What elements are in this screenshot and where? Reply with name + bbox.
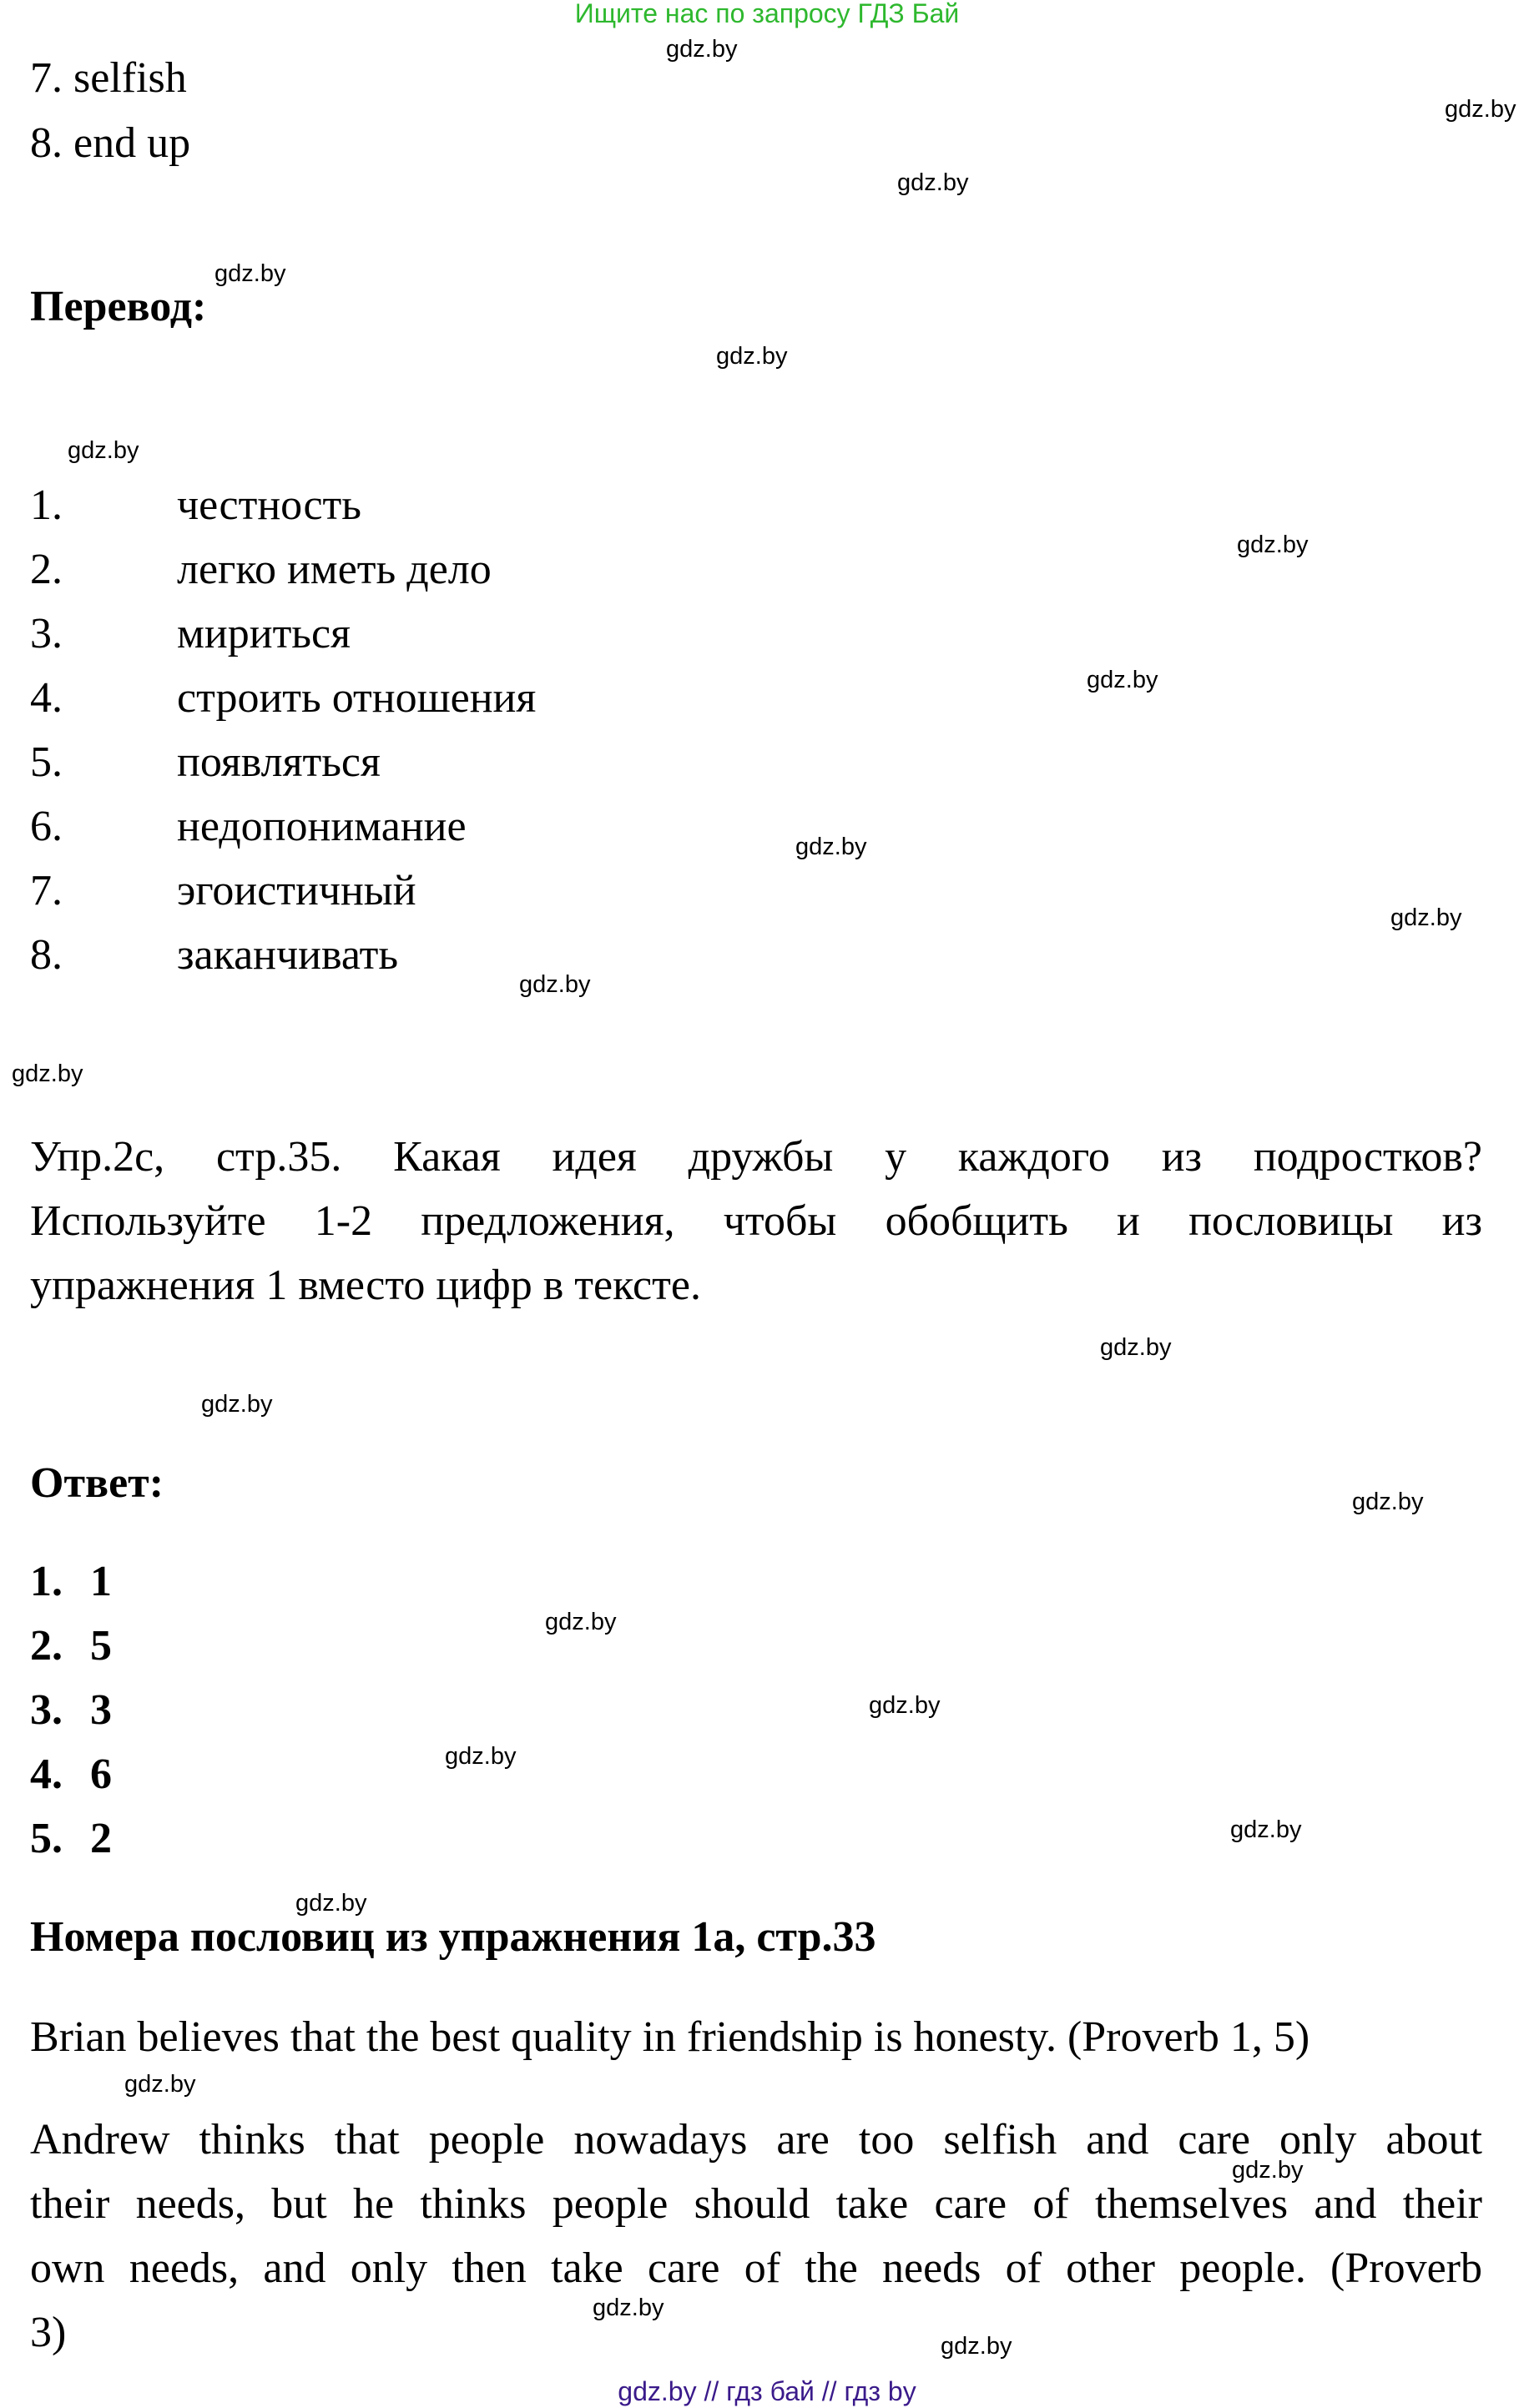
footer-links[interactable]: gdz.by // гдз бай // гдз by bbox=[618, 2376, 916, 2406]
watermark: gdz.by bbox=[545, 1609, 617, 1635]
translation-text: недопонимание bbox=[177, 803, 467, 850]
answer-number: 3. bbox=[30, 1686, 63, 1734]
paragraph-line: 3) bbox=[30, 2309, 67, 2356]
watermark: gdz.by bbox=[1352, 1489, 1424, 1515]
watermark: gdz.by bbox=[124, 2071, 196, 2098]
paragraph-line: Andrew thinks that people nowadays are too selfish and care only about bbox=[30, 2116, 1482, 2164]
watermark: gdz.by bbox=[1087, 667, 1158, 693]
exercise-line: Используйте 1-2 предложения, чтобы обобщить и пословицы из bbox=[30, 1197, 1482, 1245]
watermark: gdz.by bbox=[869, 1692, 941, 1719]
top-banner-link[interactable]: Ищите нас по запросу ГДЗ Бай bbox=[574, 0, 960, 28]
translation-text: честность bbox=[177, 481, 361, 529]
answer-number: 2. bbox=[30, 1622, 63, 1670]
answer-value: 6 bbox=[90, 1751, 112, 1798]
vocab-number: 8. bbox=[30, 119, 63, 167]
answer-value: 1 bbox=[90, 1558, 112, 1605]
vocab-word: selfish bbox=[73, 54, 187, 102]
vocab-item-8 bbox=[30, 118, 190, 169]
watermark: gdz.by bbox=[716, 343, 788, 370]
answer-number: 5. bbox=[30, 1815, 63, 1862]
watermark: gdz.by bbox=[1390, 904, 1462, 931]
paragraph-line: own needs, and only then take care of the needs of other people. (Proverb bbox=[30, 2244, 1482, 2292]
vocab-item-7 bbox=[30, 53, 187, 103]
watermark: gdz.by bbox=[12, 1060, 83, 1087]
watermark: gdz.by bbox=[1445, 96, 1516, 123]
answer-number: 1. bbox=[30, 1558, 63, 1605]
watermark: gdz.by bbox=[593, 2295, 664, 2321]
answer-number: 4. bbox=[30, 1751, 63, 1798]
watermark: gdz.by bbox=[1237, 531, 1309, 558]
answer-value: 3 bbox=[90, 1686, 112, 1734]
translation-number: 3. bbox=[30, 610, 63, 657]
translation-number: 7. bbox=[30, 867, 63, 914]
paragraph-brian: Brian believes that the best quality in friendship is honesty. (Proverb 1, 5) bbox=[30, 2013, 1310, 2061]
translation-number: 1. bbox=[30, 481, 63, 529]
proverbs-heading: Номера пословиц из упражнения 1a, стр.33 bbox=[30, 1913, 876, 1961]
answer-value: 5 bbox=[90, 1622, 112, 1670]
translation-heading: Перевод: bbox=[30, 283, 207, 330]
watermark: gdz.by bbox=[1230, 1816, 1302, 1843]
translation-text: строить отношения bbox=[177, 674, 537, 722]
exercise-line: упражнения 1 вместо цифр в тексте. bbox=[30, 1262, 701, 1309]
watermark: gdz.by bbox=[201, 1391, 273, 1418]
translation-text: эгоистичный bbox=[177, 867, 416, 914]
vocab-number: 7. bbox=[30, 54, 63, 102]
translation-number: 8. bbox=[30, 931, 63, 979]
watermark: gdz.by bbox=[214, 260, 286, 287]
watermark: gdz.by bbox=[1100, 1334, 1172, 1361]
exercise-line: Упр.2c, стр.35. Какая идея дружбы у каждого из подростков? bbox=[30, 1133, 1482, 1181]
translation-number: 5. bbox=[30, 738, 63, 786]
watermark: gdz.by bbox=[1232, 2157, 1304, 2184]
watermark: gdz.by bbox=[519, 971, 591, 998]
translation-text: мириться bbox=[177, 610, 351, 657]
answer-value: 2 bbox=[90, 1815, 112, 1862]
translation-text: появляться bbox=[177, 738, 381, 786]
translation-text: заканчивать bbox=[177, 931, 399, 979]
watermark: gdz.by bbox=[795, 834, 867, 860]
translation-text: легко иметь дело bbox=[177, 546, 492, 593]
translation-number: 4. bbox=[30, 674, 63, 722]
watermark: gdz.by bbox=[941, 2333, 1012, 2360]
watermark: gdz.by bbox=[295, 1890, 367, 1917]
paragraph-line: their needs, but he thinks people should take care of themselves and their bbox=[30, 2180, 1482, 2228]
vocab-word: end up bbox=[73, 119, 191, 167]
watermark: gdz.by bbox=[445, 1743, 517, 1770]
translation-number: 2. bbox=[30, 546, 63, 593]
watermark: gdz.by bbox=[68, 437, 139, 464]
answer-heading: Ответ: bbox=[30, 1459, 164, 1507]
watermark: gdz.by bbox=[897, 169, 969, 196]
translation-number: 6. bbox=[30, 803, 63, 850]
paragraph-andrew bbox=[30, 2108, 1482, 2365]
watermark: gdz.by bbox=[666, 36, 738, 63]
exercise-task bbox=[30, 1125, 1482, 1317]
